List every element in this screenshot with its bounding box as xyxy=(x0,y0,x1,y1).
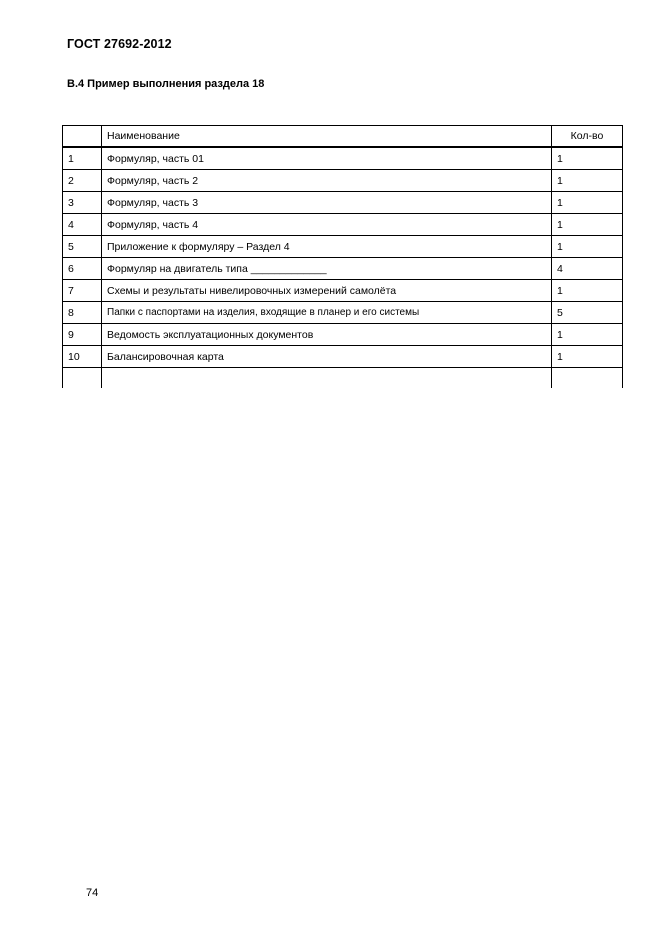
row-quantity: 1 xyxy=(552,192,623,214)
row-number: 9 xyxy=(63,324,102,346)
page-number: 74 xyxy=(86,887,99,899)
documents-table xyxy=(62,125,623,388)
row-name: Ведомость эксплуатационных документов xyxy=(102,324,552,346)
row-quantity: 1 xyxy=(552,280,623,302)
row-name: Формуляр, часть 3 xyxy=(102,192,552,214)
section-title: В.4 Пример выполнения раздела 18 xyxy=(67,78,265,90)
header-name-cell: Наименование xyxy=(102,126,552,148)
header-number-cell xyxy=(63,126,102,148)
row-number: 1 xyxy=(63,147,102,170)
table-empty-row xyxy=(63,368,623,389)
empty-cell xyxy=(102,368,552,389)
row-name: Схемы и результаты нивелировочных измерений самолёта xyxy=(102,280,552,302)
row-number: 5 xyxy=(63,236,102,258)
row-name: Формуляр на двигатель типа _____________ xyxy=(102,258,552,280)
table-row xyxy=(63,214,623,236)
row-name: Формуляр, часть 4 xyxy=(102,214,552,236)
row-number: 7 xyxy=(63,280,102,302)
row-quantity: 1 xyxy=(552,346,623,368)
row-quantity: 1 xyxy=(552,214,623,236)
row-quantity: 1 xyxy=(552,147,623,170)
row-quantity: 1 xyxy=(552,324,623,346)
row-name: Формуляр, часть 2 xyxy=(102,170,552,192)
table-row xyxy=(63,170,623,192)
table-row xyxy=(63,236,623,258)
row-number: 6 xyxy=(63,258,102,280)
row-number: 10 xyxy=(63,346,102,368)
row-quantity: 1 xyxy=(552,170,623,192)
row-number: 8 xyxy=(63,302,102,324)
table-header-row xyxy=(63,126,623,148)
row-number: 2 xyxy=(63,170,102,192)
table-row xyxy=(63,324,623,346)
row-number: 4 xyxy=(63,214,102,236)
row-quantity: 4 xyxy=(552,258,623,280)
table-row xyxy=(63,258,623,280)
table-row xyxy=(63,346,623,368)
standard-header: ГОСТ 27692-2012 xyxy=(67,37,172,51)
row-name: Папки с паспортами на изделия, входящие в планер и его системы xyxy=(102,302,552,324)
row-number: 3 xyxy=(63,192,102,214)
table-row xyxy=(63,280,623,302)
table-row xyxy=(63,192,623,214)
empty-cell xyxy=(63,368,102,389)
header-quantity-cell: Кол-во xyxy=(552,126,623,148)
row-name: Приложение к формуляру – Раздел 4 xyxy=(102,236,552,258)
row-quantity: 5 xyxy=(552,302,623,324)
empty-cell xyxy=(552,368,623,389)
row-quantity: 1 xyxy=(552,236,623,258)
table-row xyxy=(63,302,623,324)
row-name: Формуляр, часть 01 xyxy=(102,147,552,170)
table-body xyxy=(63,126,623,389)
row-name: Балансировочная карта xyxy=(102,346,552,368)
table-row xyxy=(63,147,623,170)
